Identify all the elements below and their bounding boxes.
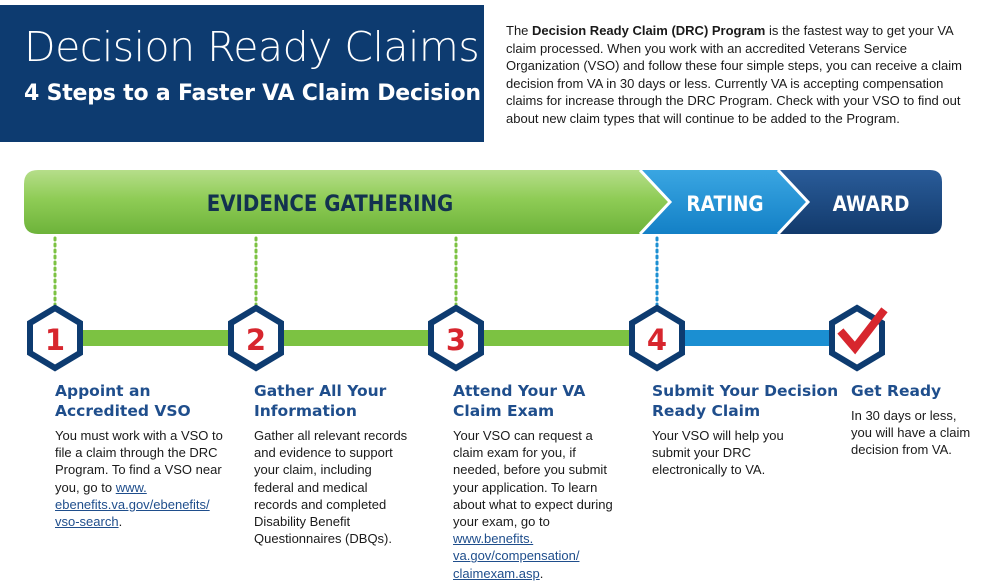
step-1-after: . — [118, 514, 123, 530]
step-1-text: You must work with a VSO to file a claim through the DRC Program. To find a VSO near you, go to — [55, 428, 223, 495]
timeline-green-bar — [55, 330, 657, 346]
step-3-after: . — [539, 565, 544, 581]
step-5-body: In 30 days or less, you will have a claim decision from VA. — [851, 408, 971, 458]
step-4-title: Submit Your Decision Ready Claim — [652, 382, 839, 420]
step-3-text: Your VSO can request a claim exam for you, if needed, before you submit your application. To learn about what to expect during your exam, go to — [453, 428, 613, 530]
step-1-badge — [30, 308, 80, 368]
step-3-title: Attend Your VA Claim Exam — [453, 382, 586, 420]
phase-award-label: AWARD — [832, 191, 910, 217]
intro-program-name: Decision Ready Claim (DRC) Program — [532, 23, 766, 38]
step-2-number: 2 — [245, 323, 267, 357]
timeline-blue-bar — [657, 330, 857, 346]
step-2-badge — [231, 308, 281, 368]
step-3-number: 3 — [445, 323, 467, 357]
step-1-title: Appoint an Accredited VSO — [55, 382, 191, 420]
step-1-number: 1 — [44, 323, 66, 357]
step-4-number: 4 — [646, 323, 668, 357]
step-1-body — [55, 427, 223, 530]
step-4-body: Your VSO will help you submit your DRC electronically to VA. — [652, 428, 784, 478]
page-subtitle: 4 Steps to a Faster VA Claim Decision — [24, 81, 481, 106]
intro-prefix: The — [506, 23, 533, 38]
step-3-badge — [431, 308, 481, 368]
step-2-body: Gather all relevant records and evidence to support your claim, including federal and medical records and completed Disability Benefit Questionnaires (DBQs). — [254, 428, 408, 547]
step-3-link[interactable]: www.benefits. va.gov/compensation/ claimexam.asp — [453, 531, 580, 581]
step-1-link[interactable]: www. ebenefits.va.gov/ebenefits/ vso-search — [55, 479, 210, 530]
step-4-badge — [632, 308, 682, 368]
step-2-title: Gather All Your Information — [254, 382, 387, 420]
step-5-title: Get Ready — [851, 382, 942, 400]
page-title: Decision Ready Claims: — [24, 23, 493, 71]
phase-evidence-label: EVIDENCE GATHERING — [206, 191, 454, 217]
intro-rest: is the fastest way to get your VA claim processed. When you work with an accredited Veterans Service Organization (VSO) and follow these four simple steps, you can receive a claim decision from VA in 30 days or less. Currently VA is accepting compensation claims for increase through the DRC Program. Check with your VSO to find out about new claim types that will continue to be added to the Program. — [506, 23, 962, 126]
step-5-badge — [832, 308, 882, 368]
step-3-body — [453, 427, 625, 582]
phase-rating-label: RATING — [686, 191, 764, 217]
